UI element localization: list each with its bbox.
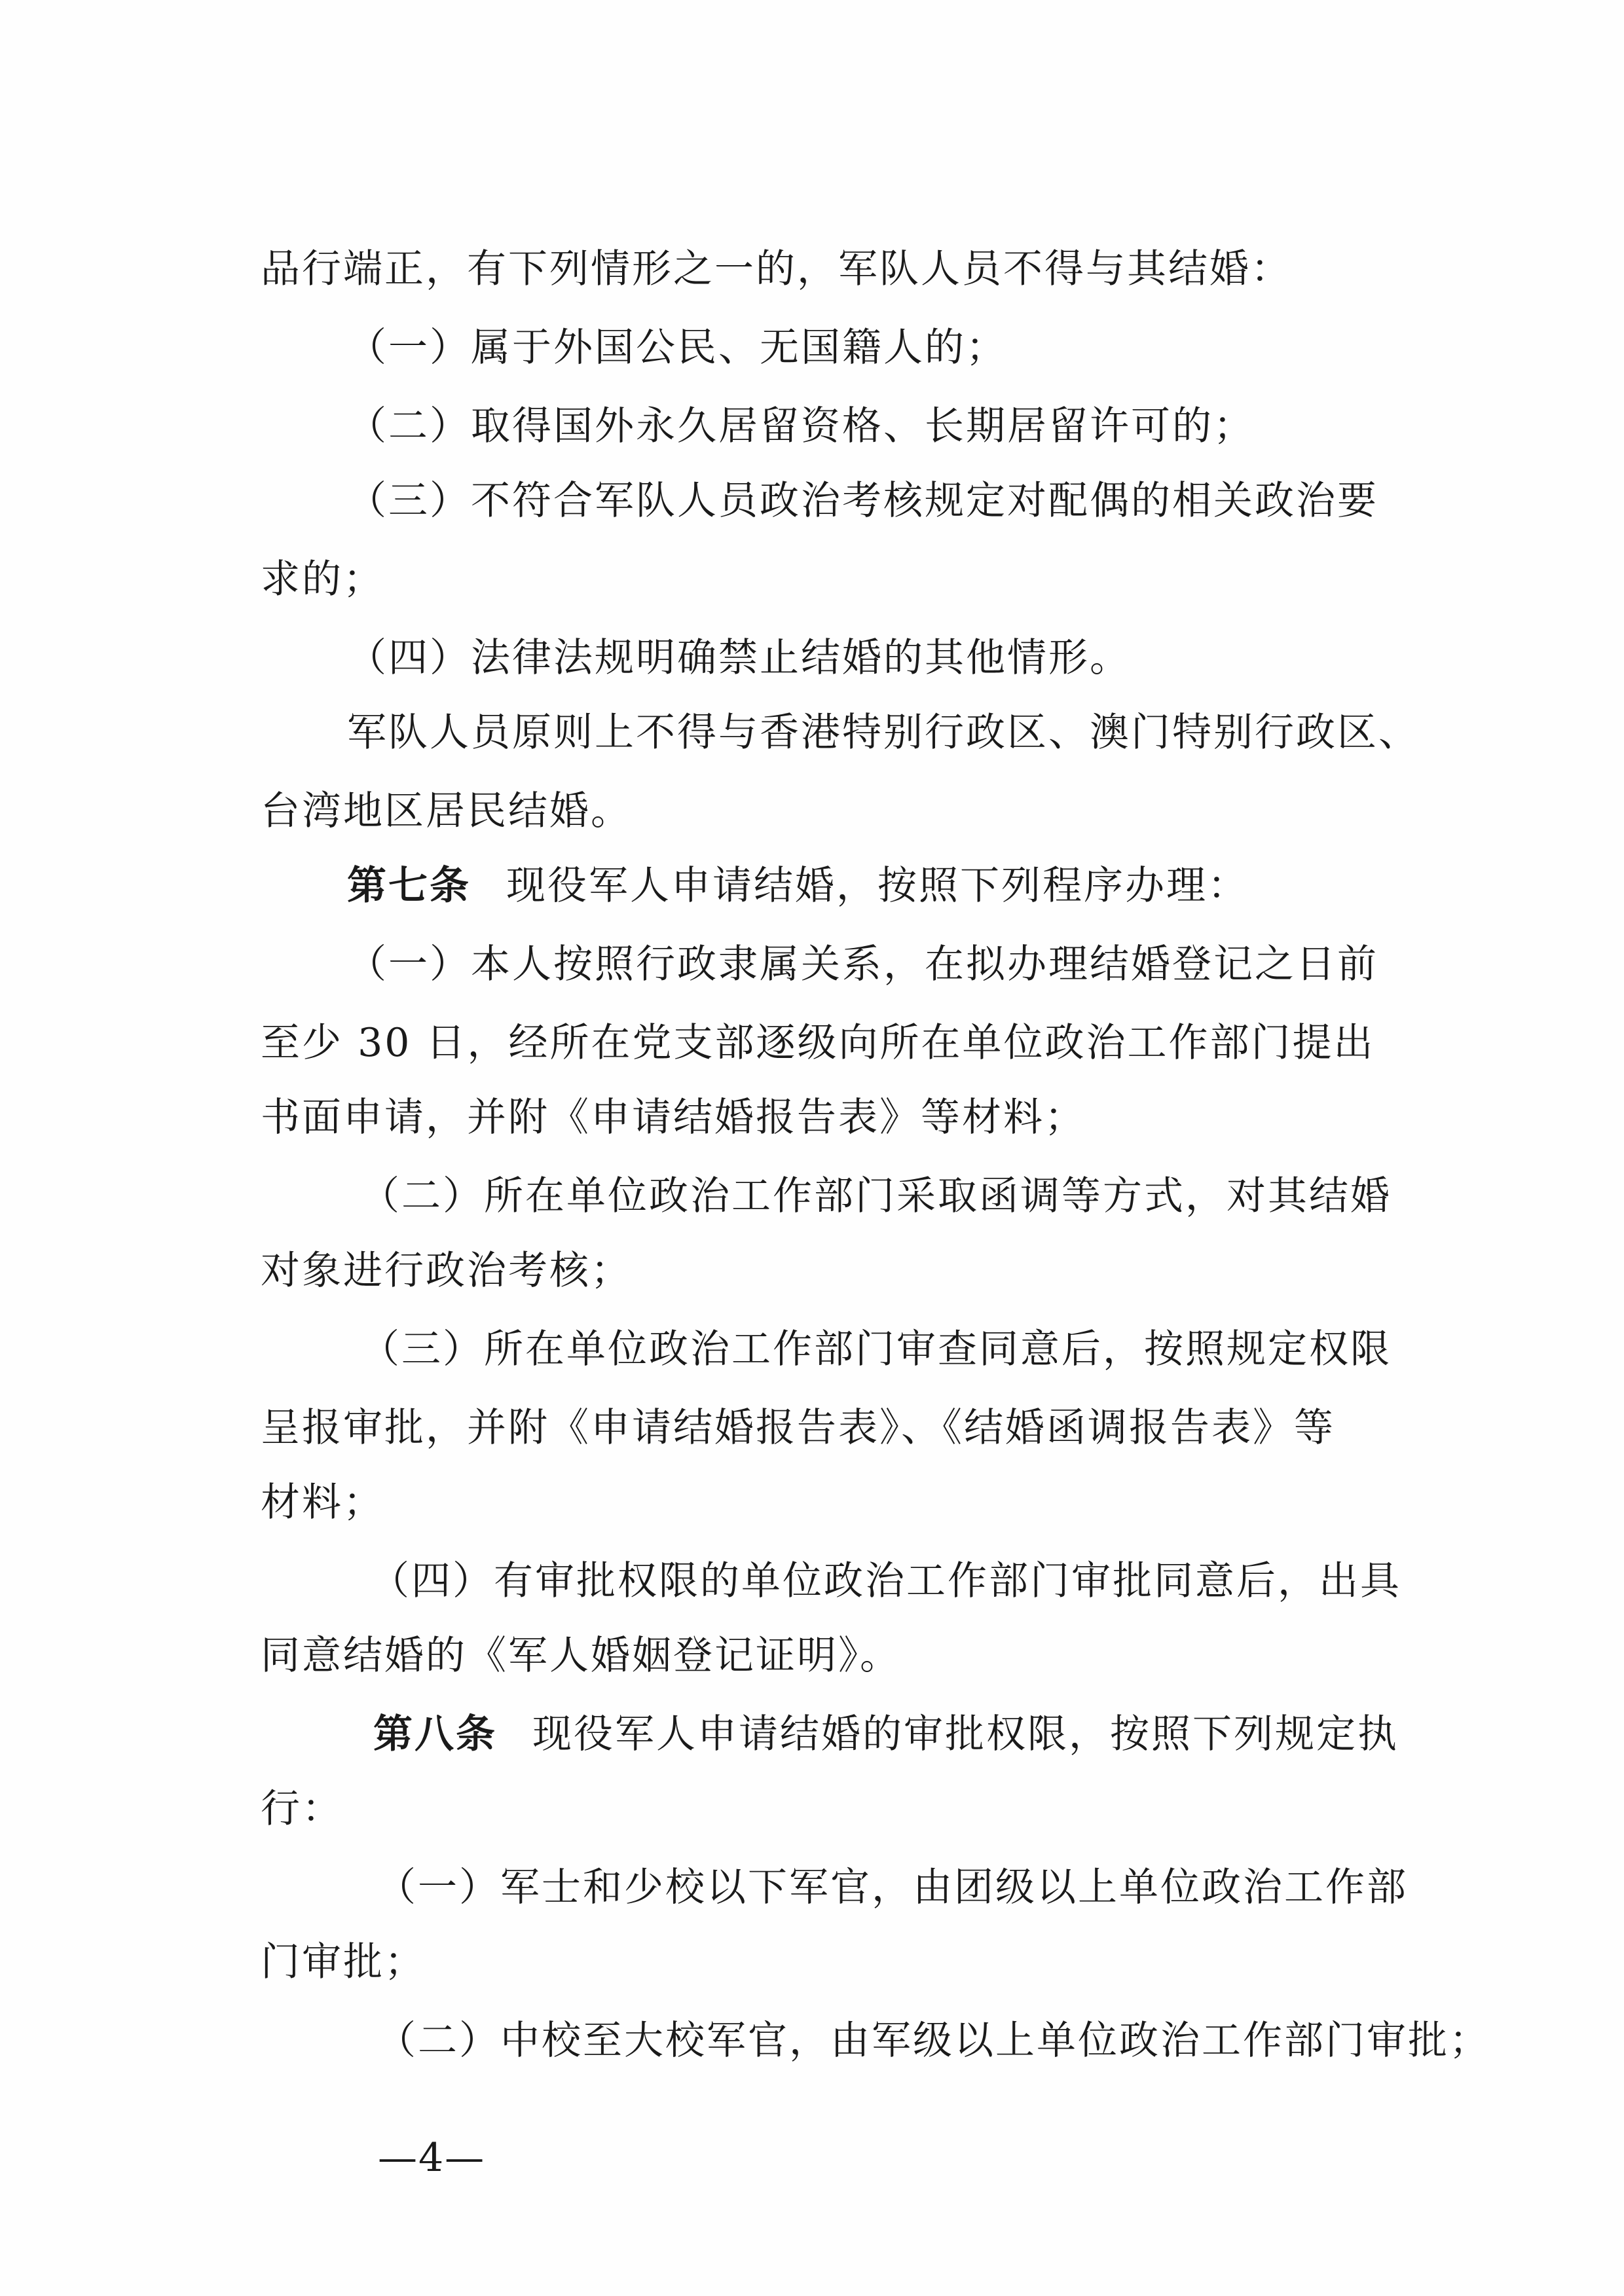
page-number: —4— xyxy=(378,2135,486,2181)
paragraph-line: 至少 30 日，经所在党支部逐级向所在单位政治工作部门提出 xyxy=(261,1020,1375,1066)
list-item: （三）不符合军队人员政治考核规定对配偶的相关政治要 xyxy=(347,478,1378,524)
paragraph-line: 呈报审批，并附《申请结婚报告表》、《结婚函调报告表》等 xyxy=(261,1405,1335,1451)
paragraph-line: 行： xyxy=(261,1786,343,1832)
paragraph-line: 台湾地区居民结婚。 xyxy=(261,788,632,834)
list-item: （四）法律法规明确禁止结婚的其他情形。 xyxy=(347,635,1131,681)
list-item: （二）取得国外永久居留资格、长期居留许可的； xyxy=(347,403,1255,449)
list-item: （二）中校至大校军官，由军级以上单位政治工作部门审批； xyxy=(377,2018,1490,2064)
article-7-text: 现役军人申请结婚，按照下列程序办理： xyxy=(506,863,1249,909)
list-item: （四）有审批权限的单位政治工作部门审批同意后，出具 xyxy=(370,1558,1401,1604)
article-8-text: 现役军人申请结婚的审批权限，按照下列规定执 xyxy=(532,1711,1399,1757)
article-7-heading: 第七条 xyxy=(347,863,471,909)
list-item: （二）所在单位政治工作部门采取函调等方式，对其结婚 xyxy=(360,1173,1392,1219)
paragraph-line: 门审批； xyxy=(261,1939,426,1985)
paragraph-line: 军队人员原则上不得与香港特别行政区、澳门特别行政区、 xyxy=(347,710,1420,756)
article-8-paragraph xyxy=(373,1708,1399,1760)
list-item: （三）所在单位政治工作部门审查同意后，按照规定权限 xyxy=(360,1326,1392,1372)
paragraph-line: 书面申请，并附《申请结婚报告表》等材料； xyxy=(261,1095,1086,1140)
list-item: （一）属于外国公民、无国籍人的； xyxy=(347,325,1007,371)
article-7-paragraph xyxy=(347,860,1249,912)
paragraph-line: 同意结婚的《军人婚姻登记证明》。 xyxy=(261,1633,901,1679)
list-item: （一）军士和少校以下军官，由团级以上单位政治工作部 xyxy=(377,1865,1408,1910)
paragraph-line: 品行端正，有下列情形之一的，军队人员不得与其结婚： xyxy=(261,246,1292,292)
article-8-heading: 第八条 xyxy=(373,1711,497,1757)
paragraph-line: 材料； xyxy=(261,1480,384,1525)
paragraph-line: 求的； xyxy=(261,556,384,602)
paragraph-line: 对象进行政治考核； xyxy=(261,1248,632,1294)
list-item: （一）本人按照行政隶属关系，在拟办理结婚登记之日前 xyxy=(347,941,1378,987)
